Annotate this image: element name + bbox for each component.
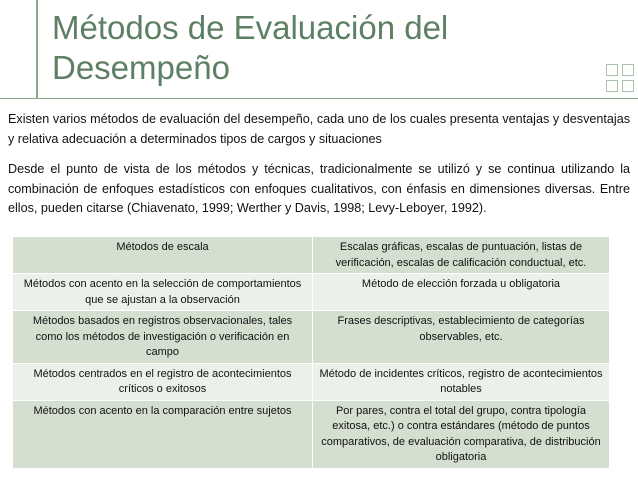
- method-cell: Métodos basados en registros observacionales, tales como los métodos de investigación o verificación en campo: [13, 311, 313, 364]
- table-row: [13, 237, 610, 274]
- decor-square: [622, 64, 634, 76]
- corner-decoration: [604, 64, 638, 94]
- decor-square: [606, 80, 618, 92]
- method-cell: Métodos con acento en la comparación entre sujetos: [13, 400, 313, 468]
- method-cell: Métodos con acento en la selección de comportamientos que se ajustan a la observación: [13, 274, 313, 311]
- title-divider: [0, 98, 638, 99]
- method-cell: Métodos de escala: [13, 237, 313, 274]
- table-row: [13, 274, 610, 311]
- table-row: [13, 400, 610, 468]
- examples-cell: Escalas gráficas, escalas de puntuación, listas de verificación, escalas de calificación conductual, etc.: [313, 237, 610, 274]
- examples-cell: Método de elección forzada u obligatoria: [313, 274, 610, 311]
- method-cell: Métodos centrados en el registro de acontecimientos críticos o exitosos: [13, 363, 313, 400]
- table-row: [13, 363, 610, 400]
- title-accent-bar: [36, 0, 38, 98]
- table-row: [13, 311, 610, 364]
- examples-cell: Método de incidentes críticos, registro de acontecimientos notables: [313, 363, 610, 400]
- methods-table: [12, 236, 609, 469]
- examples-cell: Frases descriptivas, establecimiento de categorías observables, etc.: [313, 311, 610, 364]
- examples-cell: Por pares, contra el total del grupo, contra tipología exitosa, etc.) o contra estándares (método de puntos comparativos, de evaluación comparativa, de distribución obligatoria: [313, 400, 610, 468]
- slide-title: Métodos de Evaluación del Desempeño: [52, 9, 449, 86]
- intro-paragraph: Existen varios métodos de evaluación del desempeño, cada uno de los cuales presenta ventajas y desventajas y relativa adecuación a determinados tipos de cargos y situaciones: [8, 112, 630, 146]
- decor-square: [606, 64, 618, 76]
- decor-square: [622, 80, 634, 92]
- methods-paragraph: Desde el punto de vista de los métodos y técnicas, tradicionalmente se utilizó y se continua utilizando la combinación de enfoques estadísticos con enfoques cualitativos, con énfasis en dimensiones diversas. Entre ellos, pueden citarse (Chiavenato, 1999; Werther y Davis, 1998; Levy-Leboyer, 1992).: [8, 162, 630, 215]
